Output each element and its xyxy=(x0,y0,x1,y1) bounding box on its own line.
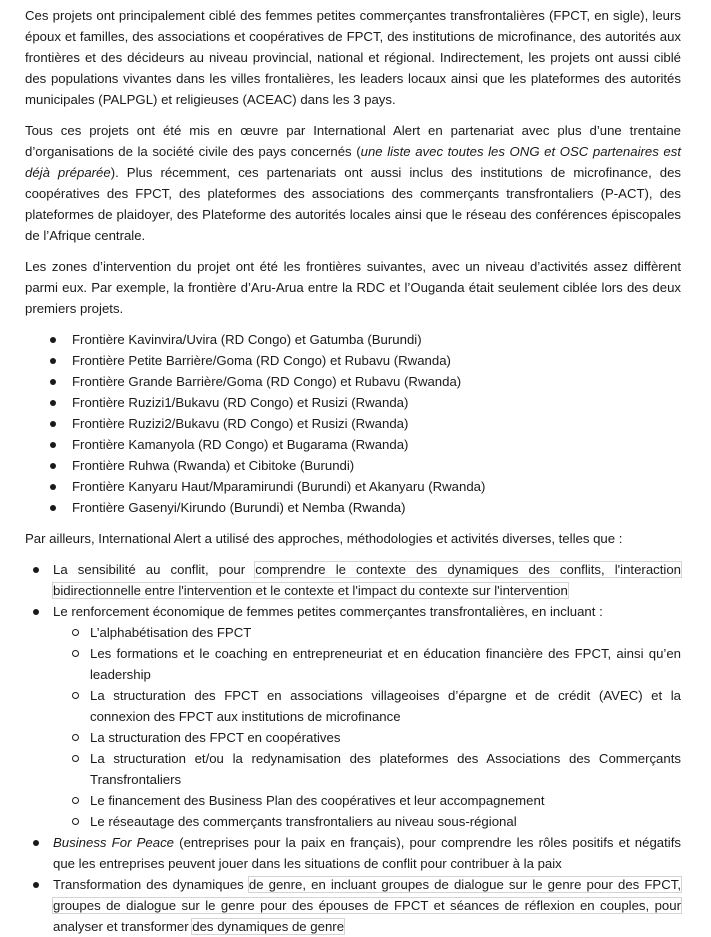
approach-economic-strengthening xyxy=(25,601,681,832)
approach-gender-dynamics xyxy=(25,874,681,937)
partners-text-end: ). Plus récemment, ces partenariats ont aussi inclus des institutions de microfinance, des coopératives des FPCT, des plateformes des associations des commerçants transfrontaliers (P-ACT), des plateformes de plaidoyer, des Plateforme des autorités locales ainsi que le réseau des conférences épiscopales de l’Afrique centrale. xyxy=(25,165,682,243)
approach-conflict-sensitivity xyxy=(25,559,681,601)
paragraph-target-groups: Ces projets ont principalement ciblé des femmes petites commerçantes transfrontalières (FPCT, en sigle), leurs époux et familles, des associations et coopératives de FPCT, des institutions de microfinance, des autorités aux frontières et des décideurs au niveau provincial, national et régional. Indirectement, les projets ont aussi ciblé des populations vivantes dans les villes frontalières, les leaders locaux ainsi que les plateformes des autorités municipales (PALPGL) et religieuses (ACEAC) dans les 3 pays. xyxy=(25,8,681,107)
border-list xyxy=(25,329,681,518)
approach-text: analyser et transformer xyxy=(53,919,193,934)
approach-list xyxy=(25,559,681,937)
sub-list-item: Le réseautage des commerçants transfrontaliers au niveau sous-régional xyxy=(53,811,681,832)
approach-text: (entreprises pour la paix en français), pour comprendre les rôles positifs et négatifs que les entreprises peuvent jouer dans les situations de conflit pour contribuer à la paix xyxy=(53,835,681,871)
list-item: Frontière Gasenyi/Kirundo (Burundi) et Nemba (Rwanda) xyxy=(25,497,681,518)
partners-italic-note: une liste avec toutes les ONG et OSC partenaires est déjà préparée xyxy=(25,144,681,180)
sub-list-item: L’alphabétisation des FPCT xyxy=(53,622,681,643)
approach-business-for-peace xyxy=(25,832,681,874)
paragraph-intervention-zones: Les zones d’intervention du projet ont été les frontières suivantes, avec un niveau d’activités assez diffèrent parmi eux. Par exemple, la frontière d’Aru-Arua entre la RDC et l’Ouganda était seulement ciblée lors des deux premiers projets. xyxy=(25,259,681,316)
list-item: Frontière Kanyaru Haut/Mparamirundi (Burundi) et Akanyaru (Rwanda) xyxy=(25,476,681,497)
approach-text: Transformation des dynamiques xyxy=(53,877,249,892)
sub-list-item: Le financement des Business Plan des coopératives et leur accompagnement xyxy=(53,790,681,811)
list-item: Frontière Ruzizi1/Bukavu (RD Congo) et Rusizi (Rwanda) xyxy=(25,392,681,413)
highlighted-text: des dynamiques de genre xyxy=(192,919,345,934)
list-item: Frontière Kamanyola (RD Congo) et Bugarama (Rwanda) xyxy=(25,434,681,455)
approach-text: La sensibilité au conflit, pour xyxy=(53,562,256,577)
approach-italic-title: Business For Peace xyxy=(53,835,175,850)
highlighted-text: de genre, en incluant groupes de dialogue sur le genre pour des FPCT, groupes de dialogue sur le genre pour des épouses de FPCT et séances de réflexion en couples, pour xyxy=(53,877,681,913)
list-item: Frontière Petite Barrière/Goma (RD Congo) et Rubavu (Rwanda) xyxy=(25,350,681,371)
paragraph-partners xyxy=(25,120,681,246)
sub-list-item: La structuration des FPCT en associations villageoises d’épargne et de crédit (AVEC) et la connexion des FPCT aux institutions de microfinance xyxy=(53,685,681,727)
list-item: Frontière Kavinvira/Uvira (RD Congo) et Gatumba (Burundi) xyxy=(25,329,681,350)
list-item: Frontière Ruhwa (Rwanda) et Cibitoke (Burundi) xyxy=(25,455,681,476)
list-item: Frontière Grande Barrière/Goma (RD Congo) et Rubavu (Rwanda) xyxy=(25,371,681,392)
sub-list-item: Les formations et le coaching en entrepreneuriat et en éducation financière des FPCT, ainsi qu’en leadership xyxy=(53,643,681,685)
sub-list-item: La structuration et/ou la redynamisation des plateformes des Associations des Commerçants Transfrontaliers xyxy=(53,748,681,790)
partners-text-start: Tous ces projets ont été mis en œuvre par International Alert en partenariat avec plus d’une trentaine d’organisations de la société civile des pays concernés ( xyxy=(25,123,681,159)
highlighted-text: comprendre le contexte des dynamiques des conflits, l'interaction bidirectionnelle entre l'intervention et le contexte et l'impact du contexte sur l'intervention xyxy=(53,562,682,598)
paragraph-approaches-intro: Par ailleurs, International Alert a utilisé des approches, méthodologies et activités diverses, telles que : xyxy=(25,531,623,546)
approach-text: Le renforcement économique de femmes petites commerçantes transfrontalières, en incluant : xyxy=(53,604,603,619)
document-page xyxy=(25,5,681,937)
sub-list xyxy=(53,622,681,832)
list-item: Frontière Ruzizi2/Bukavu (RD Congo) et Rusizi (Rwanda) xyxy=(25,413,681,434)
sub-list-item: La structuration des FPCT en coopératives xyxy=(53,727,681,748)
